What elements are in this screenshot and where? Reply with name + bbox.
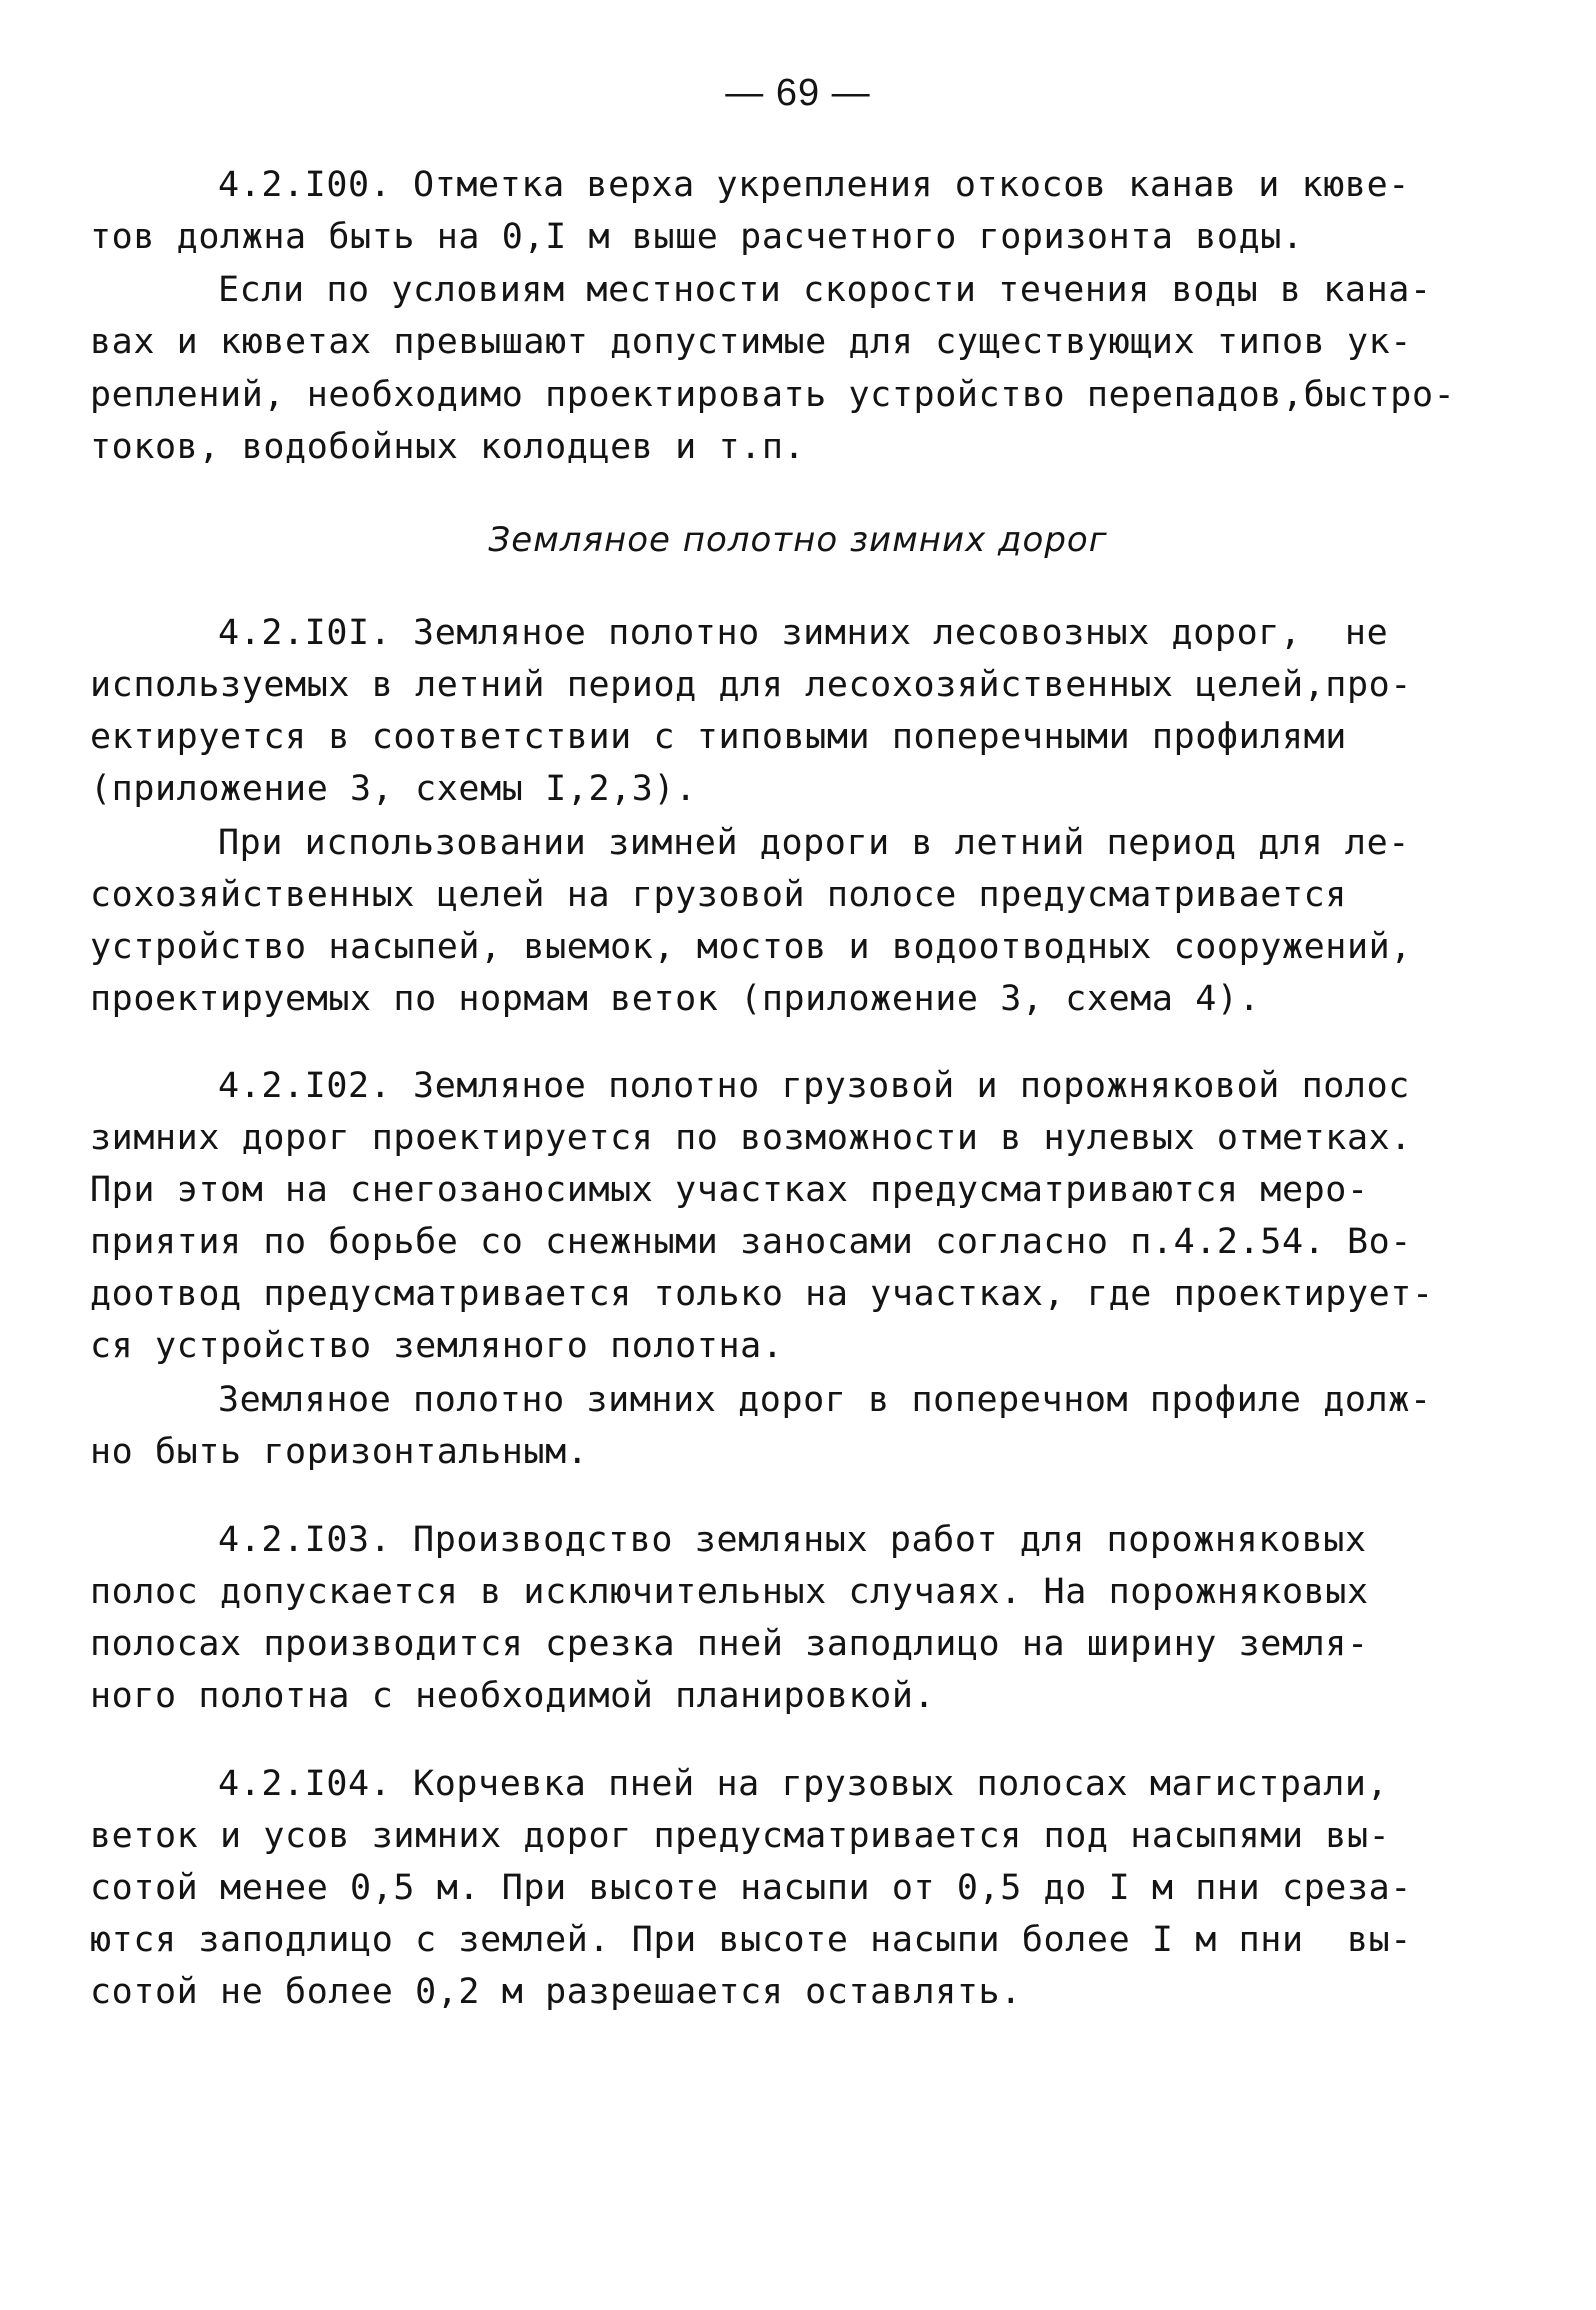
text-line: ектируется в соответствии с типовыми поперечными профилями — [90, 717, 1347, 757]
text-line: 4.2.I03. Производство земляных работ для порожняковых — [218, 1520, 1367, 1560]
text-line: проектируемых по нормам веток (приложение 3, схема 4). — [90, 979, 1261, 1019]
text-line: Если по условиям местности скорости течения воды в кана- — [218, 270, 1432, 310]
text-line: доотвод предусматривается только на участках, где проектирует- — [90, 1274, 1434, 1314]
text-line: используемых в летний период для лесохозяйственных целей,про- — [90, 665, 1412, 705]
text-line: токов, водобойных колодцев и т.п. — [90, 427, 806, 467]
text-line: 4.2.I04. Корчевка пней на грузовых полосах магистрали, — [218, 1764, 1389, 1804]
text-line: устройство насыпей, выемок, мостов и водоотводных сооружений, — [90, 927, 1412, 967]
text-line: реплений, необходимо проектировать устройство перепадов,быстро- — [90, 375, 1456, 415]
text-line: приятия по борьбе со снежными заносами согласно п.4.2.54. Во- — [90, 1222, 1412, 1262]
text-line: веток и усов зимних дорог предусматривается под насыпями вы- — [90, 1816, 1391, 1856]
text-line: полосах производится срезка пней заподлицо на ширину земля- — [90, 1624, 1369, 1664]
text-line: зимних дорог проектируется по возможности в нулевых отметках. — [90, 1118, 1412, 1158]
text-line: сохозяйственных целей на грузовой полосе предусматривается — [90, 875, 1347, 915]
text-line: 4.2.I00. Отметка верха укрепления откосов канав и кюве- — [218, 165, 1410, 205]
text-line: тов должна быть на 0,I м выше расчетного горизонта воды. — [90, 217, 1304, 257]
text-line: Земляное полотно зимних дорог в поперечном профиле долж- — [218, 1380, 1432, 1420]
page-number: — 69 — — [725, 72, 871, 114]
text-line: При этом на снегозаносимых участках предусматриваются меро- — [90, 1170, 1369, 1210]
text-line: ся устройство земляного полотна. — [90, 1326, 784, 1366]
text-line: сотой не более 0,2 м разрешается оставлять. — [90, 1972, 1022, 2012]
text-line: сотой менее 0,5 м. При высоте насыпи от 0,5 до I м пни среза- — [90, 1868, 1412, 1908]
text-line: При использовании зимней дороги в летний период для ле- — [218, 823, 1410, 863]
text-line: ются заподлицо с землей. При высоте насыпи более I м пни вы- — [90, 1920, 1412, 1960]
text-line: но быть горизонтальным. — [90, 1432, 589, 1472]
text-line: (приложение 3, схемы I,2,3). — [90, 769, 697, 809]
text-line: 4.2.I02. Земляное полотно грузовой и порожняковой полос — [218, 1066, 1410, 1106]
text-line: ного полотна с необходимой планировкой. — [90, 1676, 936, 1716]
text-line: 4.2.I0I. Земляное полотно зимних лесовозных дорог, не — [218, 613, 1389, 653]
section-heading: Земляное полотно зимних дорог — [488, 520, 1108, 560]
text-line: вах и кюветах превышают допустимые для существующих типов ук- — [90, 322, 1412, 362]
text-line: полос допускается в исключительных случаях. На порожняковых — [90, 1572, 1369, 1612]
